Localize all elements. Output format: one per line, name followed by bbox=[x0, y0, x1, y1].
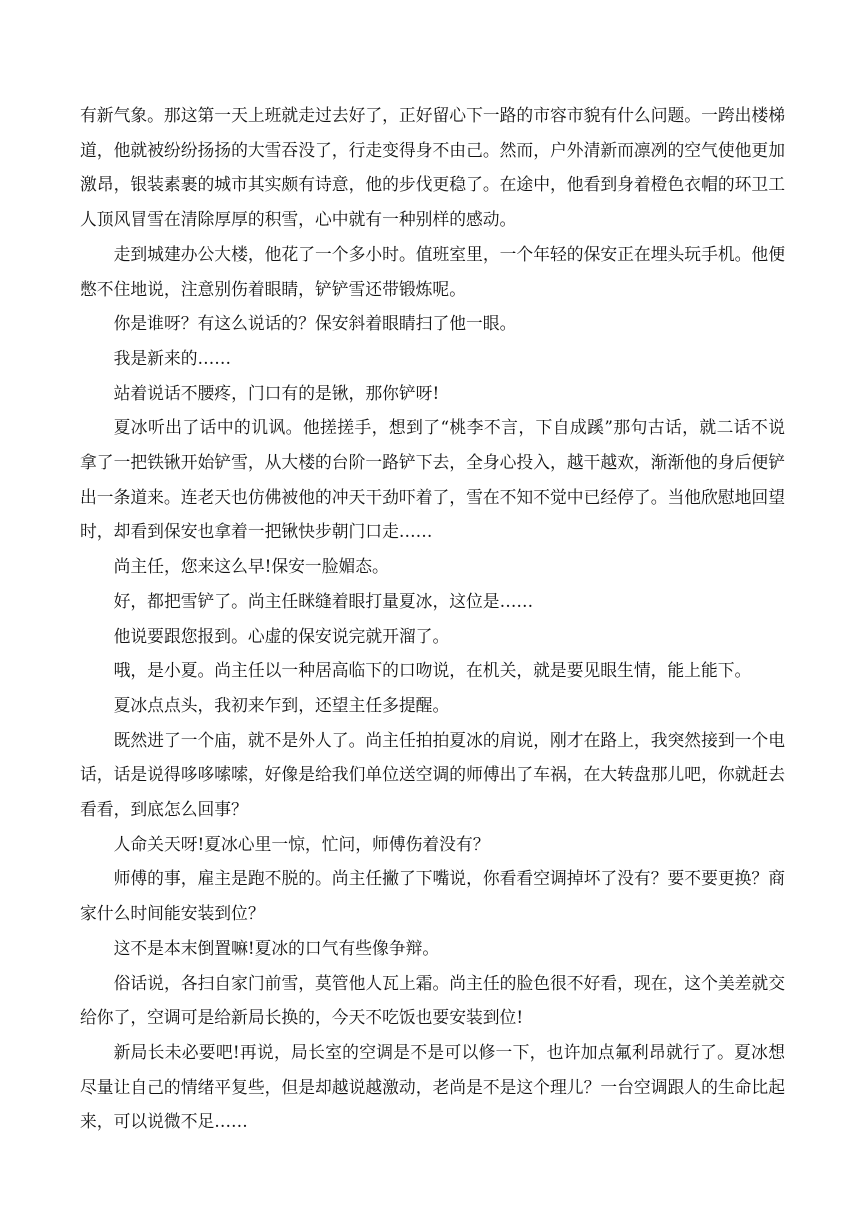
paragraph-16: 俗话说，各扫自家门前雪，莫管他人瓦上霜。尚主任的脸色很不好看，现在，这个美差就交给你了，空调可是给新局长换的，今天不吃饭也要安装到位! bbox=[80, 972, 785, 1028]
paragraph-15: 这不是本末倒置嘛!夏冰的口气有些像争辩。 bbox=[113, 937, 440, 958]
paragraph-17: 新局长未必要吧!再说，局长室的空调是不是可以修一下，也许加点氟利昂就行了。夏冰想尽量让自己的情绪平复些，但是却越说越激动，老尚是不是这个理儿？一台空调跟人的生命比起来，可以说微不足…… bbox=[80, 1041, 785, 1132]
paragraph-11: 夏冰点点头，我初来乍到，还望主任多提醒。 bbox=[113, 694, 450, 715]
paragraph-4: 我是新来的…… bbox=[113, 347, 232, 368]
paragraph-6: 夏冰听出了话中的讥讽。他搓搓手，想到了“桃李不言，下自成蹊”那句古话，就二话不说拿了一把铁锹开始铲雪，从大楼的台阶一路铲下去，全身心投入，越干越欢，渐渐他的身后便铲出一条道来。连老天也仿佛被他的冲天干劲吓着了，雪在不知不觉中已经停了。当他欣慰地回望时，却看到保安也拿着一把锹快步朝门口走…… bbox=[80, 417, 785, 542]
paragraph-3: 你是谁呀？有这么说话的？保安斜着眼睛扫了他一眼。 bbox=[113, 313, 517, 334]
paragraph-14: 师傅的事，雇主是跑不脱的。尚主任撇了下嘴说，你看看空调掉坏了没有？要不要更换？商家什么时间能安装到位？ bbox=[80, 868, 785, 924]
paragraph-9: 他说要跟您报到。心虚的保安说完就开溜了。 bbox=[113, 625, 450, 646]
paragraph-13: 人命关天呀!夏冰心里一惊，忙问，师傅伤着没有？ bbox=[113, 833, 490, 854]
document-page bbox=[80, 98, 785, 1139]
paragraph-7: 尚主任，您来这么早!保安一脸媚态。 bbox=[113, 556, 389, 577]
paragraph-12: 既然进了一个庙，就不是外人了。尚主任拍拍夏冰的肩说，刚才在路上，我突然接到一个电话，话是说得哆哆嗦嗦，好像是给我们单位送空调的师傅出了车祸，在大转盘那儿吧，你就赶去看看，到底怎么回事？ bbox=[80, 729, 785, 820]
paragraph-1: 有新气象。那这第一天上班就走过去好了，正好留心下一路的市容市貌有什么问题。一跨出楼梯道，他就被纷纷扬扬的大雪吞没了，行走变得身不由己。然而，户外清新而凛冽的空气使他更加激昂，银装素裹的城市其实颇有诗意，他的步伐更稳了。在途中，他看到身着橙色衣帽的环卫工人顶风冒雪在清除厚厚的积雪，心中就有一种别样的感动。 bbox=[80, 105, 785, 230]
paragraph-10: 哦，是小夏。尚主任以一种居高临下的口吻说，在机关，就是要见眼生情，能上能下。 bbox=[113, 660, 752, 681]
paragraph-2: 走到城建办公大楼，他花了一个多小时。值班室里，一个年轻的保安正在埋头玩手机。他便憋不住地说，注意别伤着眼睛，铲铲雪还带锻炼呢。 bbox=[80, 243, 785, 299]
paragraph-8: 好，都把雪铲了。尚主任眯缝着眼打量夏冰，这位是…… bbox=[113, 590, 534, 611]
paragraph-5: 站着说话不腰疼，门口有的是锹，那你铲呀! bbox=[113, 382, 440, 403]
